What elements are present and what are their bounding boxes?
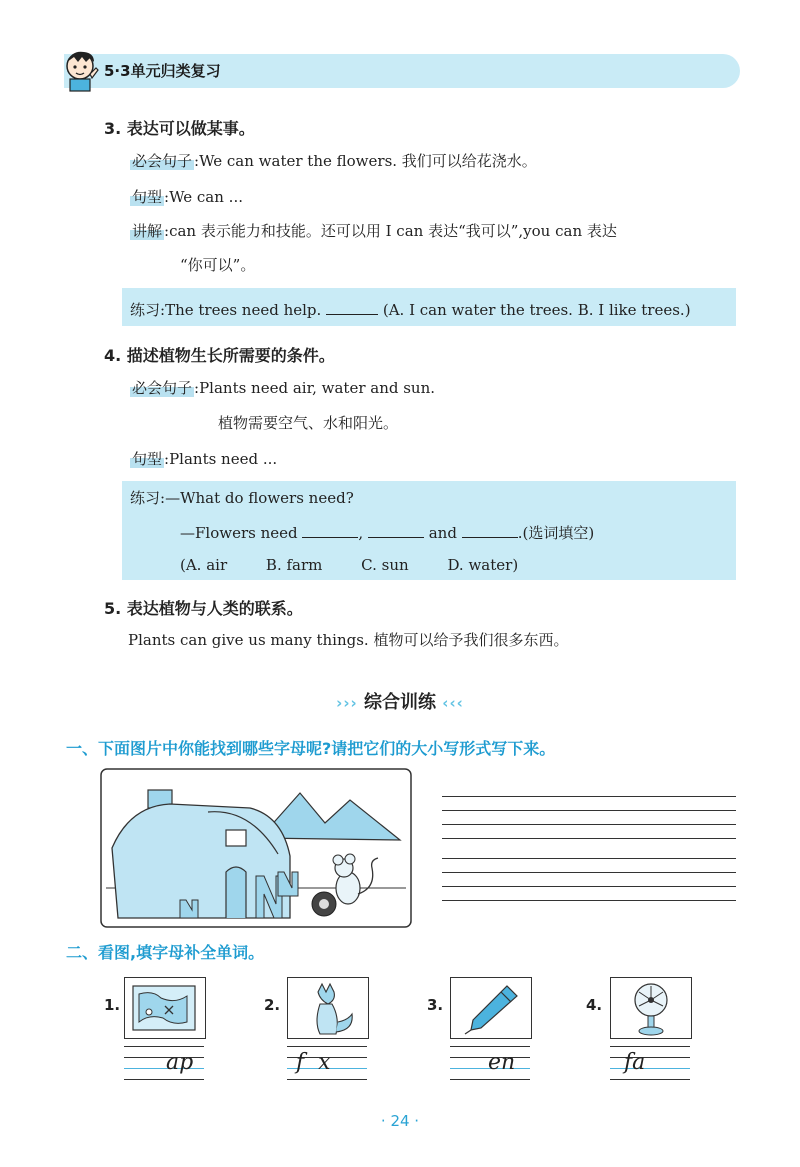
house-scene-picture <box>100 768 412 928</box>
practice-options: (A. I can water the trees. B. I like trees.) <box>382 301 691 319</box>
section-4-title: 4. 描述植物生长所需要的条件。 <box>104 346 335 365</box>
must-sentence: :We can water the flowers. 我们可以给花浇水。 <box>194 152 537 170</box>
left-arrows: ››› <box>336 694 358 712</box>
training-heading <box>0 688 800 714</box>
pen-icon <box>450 977 532 1039</box>
option-b: B. farm <box>265 556 323 574</box>
header-title: 5·3单元归类复习 <box>104 62 221 80</box>
item-1-number: 1. <box>104 996 121 1014</box>
pattern-label: 句型 <box>132 188 163 206</box>
option-a: (A. air <box>180 556 228 574</box>
pattern-label: 句型 <box>132 450 163 468</box>
section-3-must-row <box>130 150 537 171</box>
q1-title: 一、下面图片中你能找到哪些字母呢?请把它们的大小写形式写下来。 <box>66 739 556 758</box>
item-1-word: ap <box>166 1050 194 1075</box>
student-mascot-icon <box>62 48 102 92</box>
practice-label: 练习 <box>130 301 161 319</box>
fox-icon <box>287 977 369 1039</box>
section-5-sentence: Plants can give us many things. 植物可以给予我们很多东西。 <box>128 631 569 649</box>
section-5-title: 5. 表达植物与人类的联系。 <box>104 599 303 618</box>
fan-icon <box>610 977 692 1039</box>
must-sentence: :Plants need air, water and sun. <box>194 379 436 397</box>
item-3-word: en <box>488 1050 516 1075</box>
practice-label: 练习 <box>130 489 161 507</box>
item-2-number: 2. <box>264 996 281 1014</box>
answer-blank-3[interactable] <box>462 523 518 538</box>
right-arrows: ‹‹‹ <box>442 694 464 712</box>
practice-question: :—What do flowers need? <box>160 489 354 507</box>
must-translation: 植物需要空气、水和阳光。 <box>218 414 399 432</box>
must-label: 必会句子 <box>132 152 193 170</box>
option-d: D. water) <box>447 556 519 574</box>
item-4-number: 4. <box>586 996 603 1014</box>
must-label: 必会句子 <box>132 379 193 397</box>
page-number: · 24 · <box>380 1112 420 1130</box>
section-3-pattern-row <box>130 186 243 207</box>
comma: , <box>358 524 364 542</box>
item-2-word: f x <box>296 1050 331 1075</box>
option-c: C. sun <box>361 556 409 574</box>
training-title: 综合训练 <box>364 692 436 713</box>
and-word: and <box>428 524 457 542</box>
explain-line-2: “你可以”。 <box>180 256 256 274</box>
section-4-must-row <box>130 377 435 398</box>
section-3-explain-row <box>130 220 617 241</box>
practice-answer-start: —Flowers need <box>180 524 298 542</box>
pattern-text: :We can ... <box>164 188 243 206</box>
item-4-word: fa <box>624 1050 646 1075</box>
practice-4-options <box>180 556 518 574</box>
pattern-text: :Plants need ... <box>164 450 278 468</box>
explain-label: 讲解 <box>132 222 163 240</box>
section-3-title: 3. 表达可以做某事。 <box>104 119 255 138</box>
practice-text: :The trees need help. <box>160 301 322 319</box>
practice-3-row <box>130 299 691 320</box>
answer-blank-1[interactable] <box>302 523 358 538</box>
answer-blank-2[interactable] <box>368 523 424 538</box>
section-4-pattern-row <box>130 448 277 469</box>
answer-blank[interactable] <box>326 300 378 315</box>
q2-title: 二、看图,填字母补全单词。 <box>66 943 265 962</box>
explain-line-1: :can 表示能力和技能。还可以用 I can 表达“我可以”,you can 表达 <box>164 222 617 240</box>
practice-4-question-row <box>130 487 354 508</box>
practice-4-answer-row <box>180 522 594 543</box>
fill-instruction: .(选词填空) <box>517 524 595 542</box>
item-3-number: 3. <box>427 996 444 1014</box>
map-icon <box>124 977 206 1039</box>
